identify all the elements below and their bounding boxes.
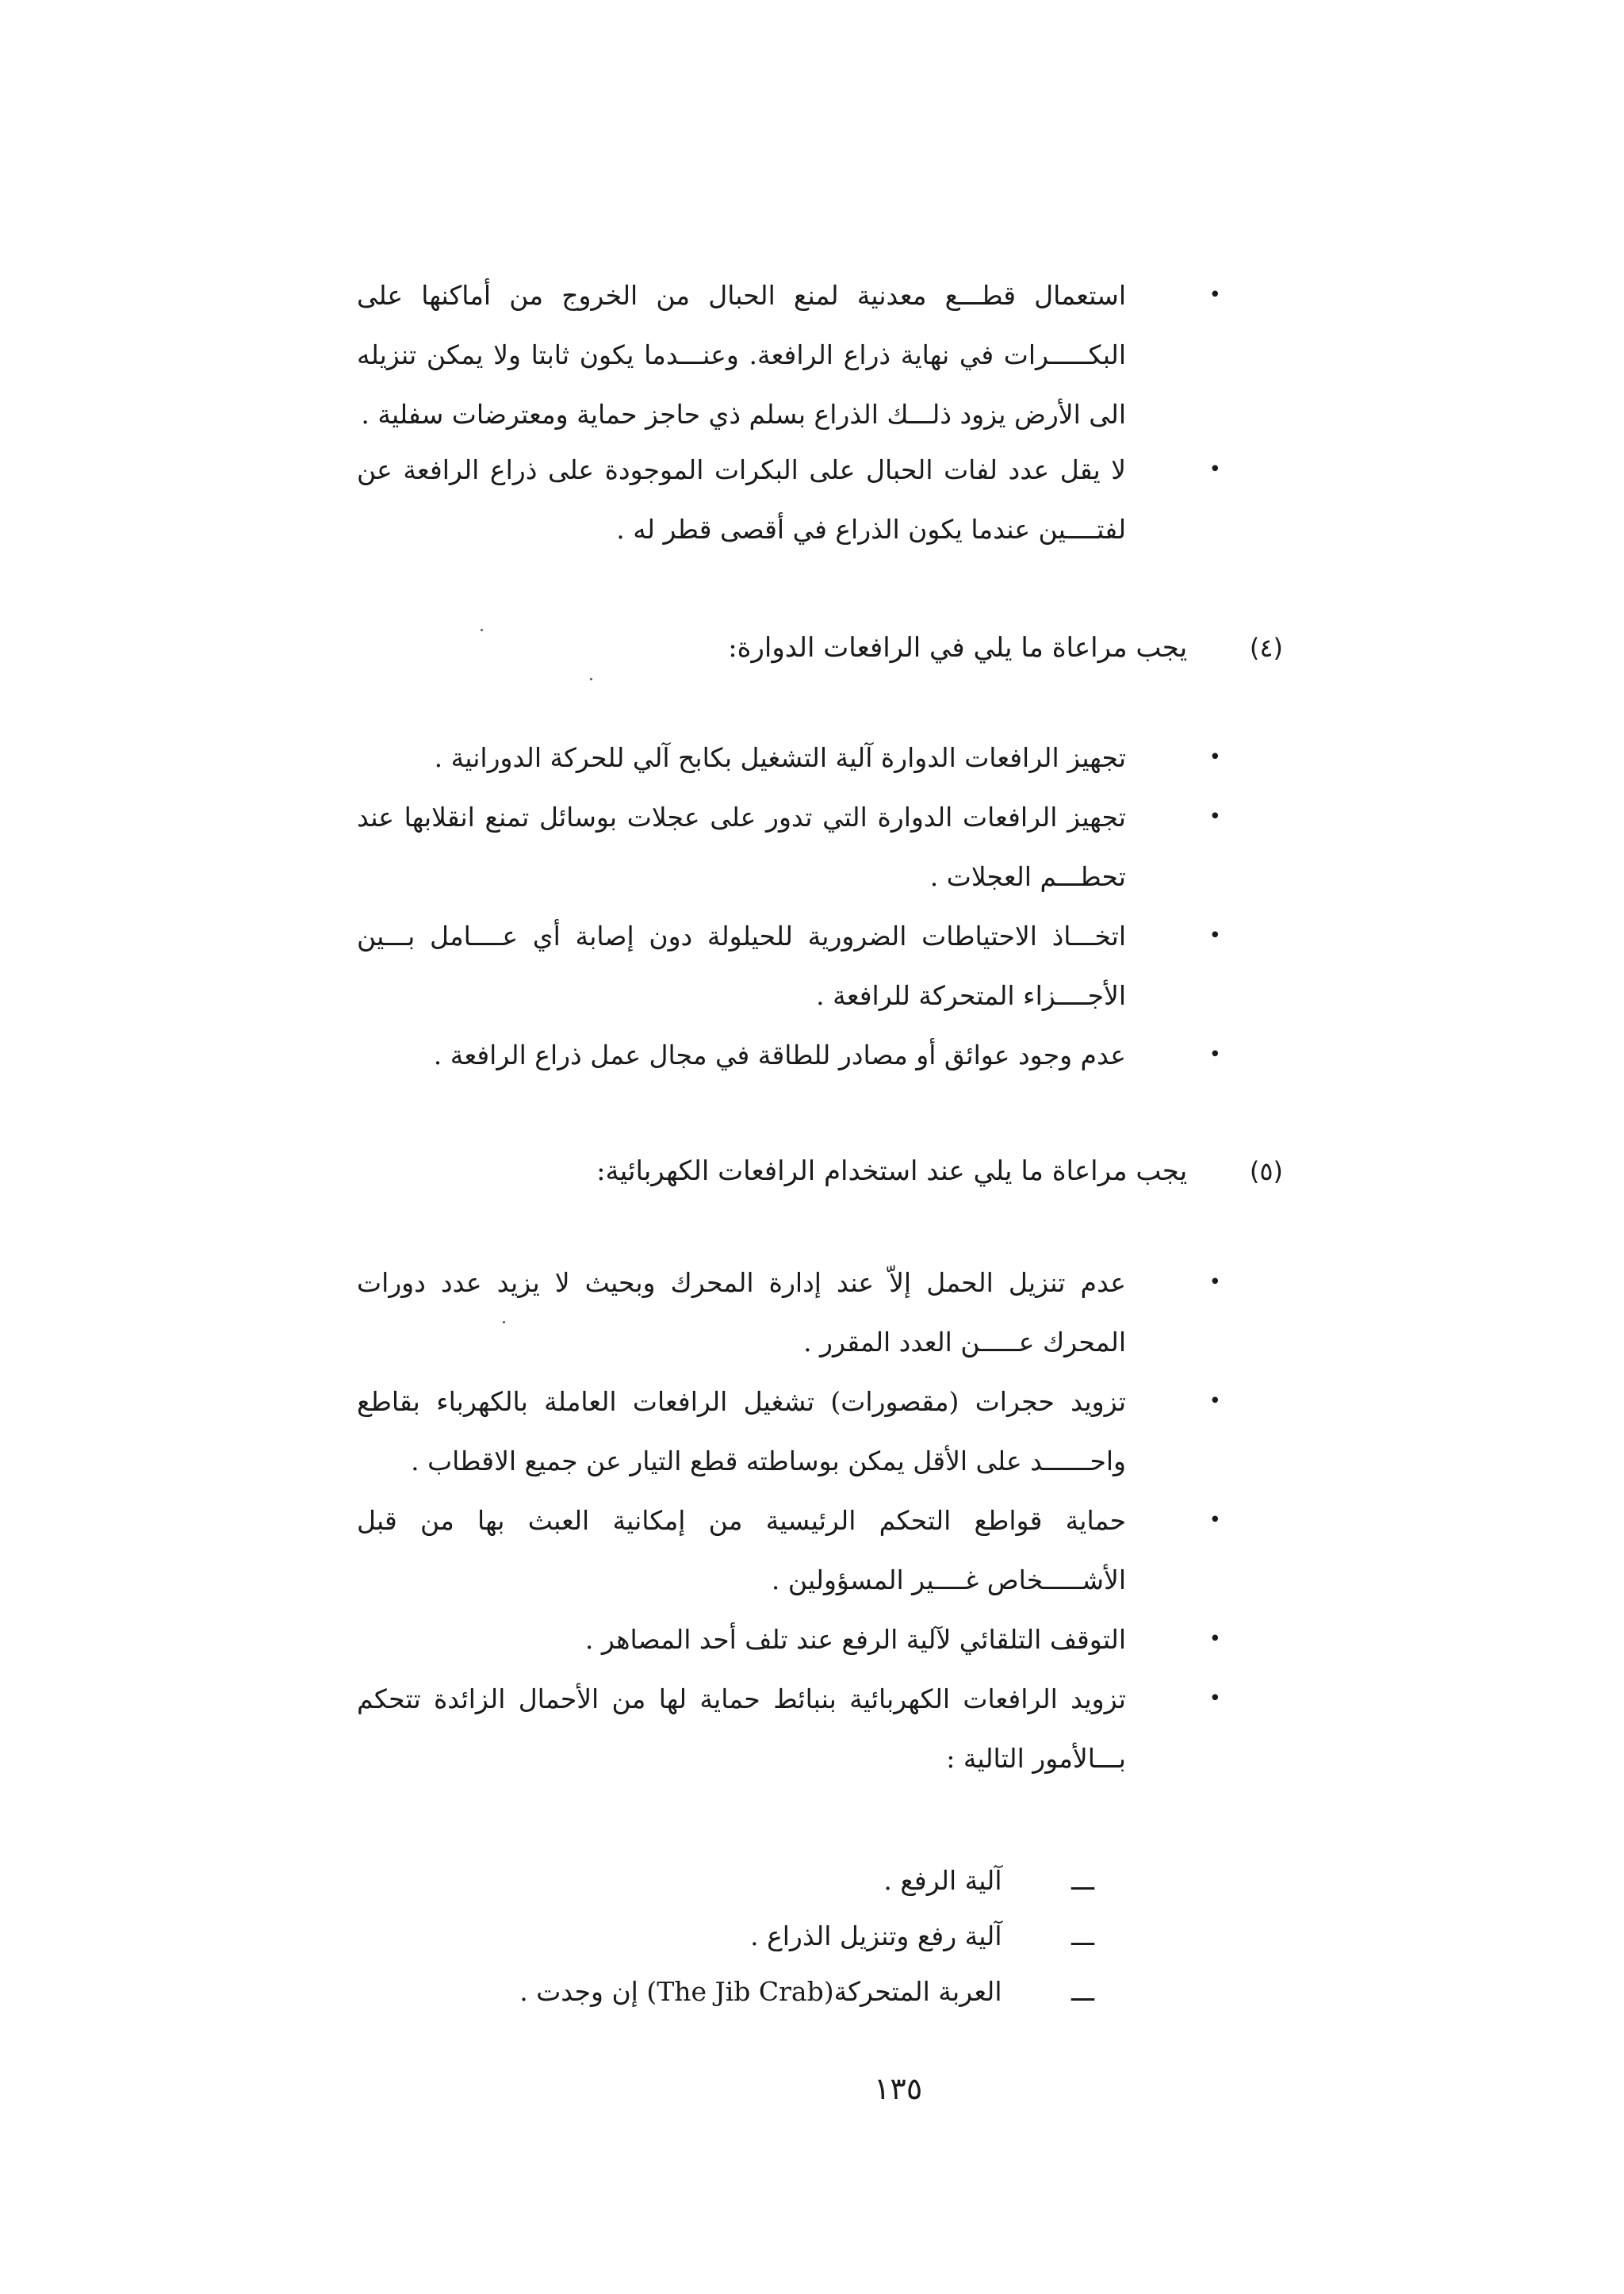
sub-list-item [883,1853,1094,1909]
bullet-item [357,440,1221,559]
bullet-text: استعمال قطـــع معدنية لمنع الحبال من الخروج من أماكنها على البكـــــرات في نهاية ذراع الرافعة. وعنـــدما يكون ثابتا ولا يمكن تنزيله الى الأرض يزود ذلـــك الذراع بسلم ذي حاجز حماية ومعترضات سفلية . [357,280,1126,430]
dash-marker: ـــ [1071,1921,1094,1951]
bullet-item [357,1669,1221,1788]
bullet-marker: • [1208,1389,1221,1413]
bullet-text: اتخـــاذ الاحتياطات الضرورية للحيلولة دون إصابة أي عــــامل بـــين الأجــــزاء المتحركة للرافعة . [357,921,1126,1011]
bullet-text: حماية قواطع التحكم الرئيسية من إمكانية العبث بها من قبل الأشـــــخاص غــــير المسؤولين . [357,1505,1126,1595]
page-number: ١٣٥ [874,2071,923,2106]
bullet-item [357,266,1221,444]
bullet-item [357,1610,1221,1669]
sub-item-text: العربة المتحركة(The Jib Crab) إن وجدت . [519,1976,1002,2007]
scan-speck [590,678,592,680]
bullet-marker: • [1208,1627,1221,1651]
sub-list-item [750,1909,1094,1964]
sub-item-text: آلية رفع وتنزيل الذراع . [750,1921,1002,1951]
bullet-item [357,1372,1221,1491]
bullet-item [357,1491,1221,1610]
bullet-text: تجهيز الرافعات الدوارة التي تدور على عجلات بوسائل تمنع انقلابها عند تحطـــم العجلات . [357,802,1126,892]
bullet-marker: • [1208,1043,1221,1067]
bullet-text: تجهيز الرافعات الدوارة آلية التشغيل بكابح آلي للحركة الدورانية . [434,742,1126,773]
section-number: (٥) [1249,1156,1283,1186]
section-heading [596,1147,1283,1195]
dash-marker: ـــ [1071,1865,1094,1896]
bullet-marker: • [1208,283,1221,307]
bullet-item [357,728,1221,787]
bullet-text: عدم وجود عوائق أو مصادر للطاقة في مجال عمل ذراع الرافعة . [433,1040,1126,1070]
bullet-text: لا يقل عدد لفات الحبال على البكرات الموجودة على ذراع الرافعة عن لفتــــين عندما يكون الذراع في أقصى قطر له . [357,454,1126,545]
bullet-text: تزويد الرافعات الكهربائية بنبائط حماية لها من الأحمال الزائدة تتحكم بـــالأمور التالية : [357,1683,1126,1774]
bullet-item [357,1025,1221,1085]
sub-item-text: آلية الرفع . [883,1865,1002,1896]
bullet-text: تزويد حجرات (مقصورات) تشغيل الرافعات العاملة بالكهرباء بقاطع واحــــــد على الأقل يمكن بوساطته قطع التيار عن جميع الاقطاب . [357,1386,1126,1476]
bullet-marker: • [1208,805,1221,829]
sub-list-item [519,1964,1094,2020]
section-number: (٤) [1249,633,1283,663]
section-heading-text: يجب مراعاة ما يلي في الرافعات الدوارة: [728,632,1188,664]
section-heading [728,624,1283,672]
bullet-text: عدم تنزيل الحمل إلاّ عند إدارة المحرك وبحيث لا يزيد عدد دورات المحرك عـــــن العدد المقرر . [357,1267,1126,1358]
dash-marker: ـــ [1071,1976,1094,2007]
scan-speck [503,1321,505,1323]
bullet-marker: • [1208,458,1221,481]
bullet-text: التوقف التلقائي لآلية الرفع عند تلف أحد المصاهر . [584,1624,1126,1655]
bullet-marker: • [1208,1270,1221,1294]
bullet-marker: • [1208,745,1221,769]
bullet-item [357,906,1221,1025]
bullet-marker: • [1208,924,1221,948]
bullet-item [357,1253,1221,1372]
bullet-item [357,787,1221,906]
bullet-marker: • [1208,1508,1221,1532]
bullet-marker: • [1208,1687,1221,1710]
scan-speck [481,629,483,631]
section-heading-text: يجب مراعاة ما يلي عند استخدام الرافعات الكهربائية: [596,1155,1188,1187]
